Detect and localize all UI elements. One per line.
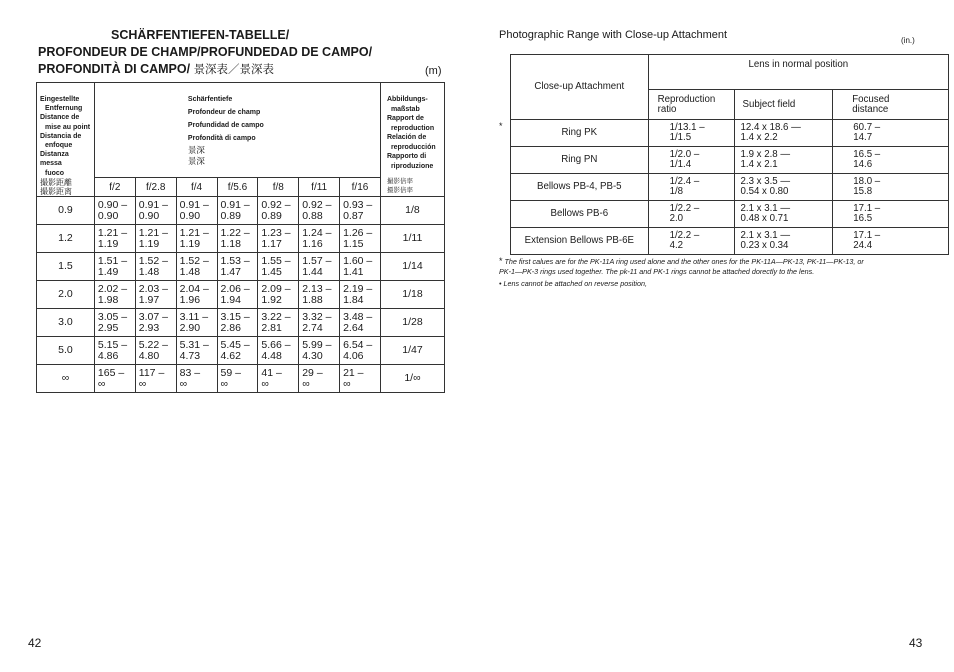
closeup-repro-line1: 1/2.4 – <box>669 176 700 187</box>
dof-far: 2.64 <box>343 321 364 334</box>
dof-near: 1.26 – <box>343 226 373 239</box>
aperture-f4: f/4 <box>176 178 217 197</box>
closeup-repro-line1: 1/2.0 – <box>669 149 700 160</box>
dof-far: 4.80 <box>138 349 160 362</box>
dof-cell <box>135 309 176 337</box>
dof-near: 0.90 – <box>97 198 128 211</box>
dof-cell <box>135 197 176 225</box>
subject-field-header: Subject field <box>734 90 833 120</box>
dof-far: 1.94 <box>220 293 241 306</box>
dof-far: 1.97 <box>138 293 160 306</box>
dof-header <box>94 83 380 178</box>
unit-label-inches: (in.) <box>901 36 915 45</box>
dof-cell <box>340 281 381 309</box>
dof-near: 59 – <box>220 366 241 379</box>
dof-near: 29 – <box>302 366 323 379</box>
distance-header <box>37 83 95 197</box>
dof-near: 0.92 – <box>302 198 332 211</box>
distance-header-line: enfoque <box>45 142 73 150</box>
dof-cell <box>299 337 340 365</box>
dof-near: 0.91 – <box>179 198 209 211</box>
closeup-focus-cell <box>833 174 949 201</box>
dof-near: 3.22 – <box>261 310 291 323</box>
distance-header-line: Entfernung <box>45 105 83 113</box>
dof-far: 1.98 <box>97 293 119 306</box>
dof-cell <box>135 365 176 393</box>
dof-near: 3.05 – <box>97 310 128 323</box>
dof-far: 0.87 <box>343 209 364 222</box>
closeup-field-line1: 2.1 x 3.1 — <box>740 230 791 241</box>
repro-ratio-cell: 1/∞ <box>380 365 444 393</box>
closeup-header-row-1 <box>511 55 949 90</box>
repro-ratio-cell: 1/14 <box>380 253 444 281</box>
closeup-field-line1: 2.3 x 3.5 — <box>740 176 791 187</box>
dof-near: 0.91 – <box>138 198 168 211</box>
dof-near: 1.60 – <box>343 254 373 267</box>
dof-near: 0.93 – <box>343 198 373 211</box>
dof-far: 0.88 <box>302 209 323 222</box>
repro-header-line: Relación de <box>386 134 427 141</box>
closeup-field-line2: 0.54 x 0.80 <box>740 186 789 197</box>
closeup-field-cell <box>734 174 833 201</box>
title-line-3-text: PROFONDITÀ DI CAMPO/ <box>38 62 194 76</box>
dof-cell <box>258 337 299 365</box>
repro-ratio-cell: 1/8 <box>380 197 444 225</box>
dof-header-line: Profondeur de champ <box>187 109 261 117</box>
focus-distance-cell: 0.9 <box>37 197 95 225</box>
attachment-name: Extension Bellows PB-6E <box>511 228 649 255</box>
dof-near: 1.52 – <box>138 254 168 267</box>
dof-near: 5.15 – <box>97 338 128 351</box>
dof-far: 1.19 <box>138 237 160 250</box>
dof-far: 4.06 <box>343 349 364 362</box>
dof-cell <box>258 309 299 337</box>
closeup-row <box>511 120 949 147</box>
dof-far: 1.49 <box>97 265 119 278</box>
closeup-focus-line2: 14.7 <box>853 132 873 143</box>
page-number-right: 43 <box>909 636 923 650</box>
dof-far: 1.48 <box>138 265 160 278</box>
focus-distance-cell: 3.0 <box>37 309 95 337</box>
dof-far: 4.30 <box>302 349 323 362</box>
dof-cell <box>258 365 299 393</box>
closeup-field-line1: 2.1 x 3.1 — <box>740 203 791 214</box>
dof-header-line: Profondità di campo <box>187 135 256 143</box>
dof-cell <box>176 309 217 337</box>
title-line-3-cjk: 景深表／景深表 <box>193 64 275 76</box>
attachment-name: Bellows PB-6 <box>511 201 649 228</box>
closeup-row <box>511 228 949 255</box>
dof-cell <box>135 225 176 253</box>
closeup-focus-line1: 17.1 – <box>853 203 881 214</box>
closeup-field-cell <box>734 228 833 255</box>
dof-far: ∞ <box>179 377 188 390</box>
repro-header-line: Rapport de <box>386 115 424 122</box>
focused-line2: distance <box>852 103 889 115</box>
closeup-repro-cell <box>648 120 734 147</box>
dof-far: 1.44 <box>302 265 323 278</box>
dof-near: 3.15 – <box>220 310 250 323</box>
closeup-repro-line2: 4.2 <box>669 240 684 251</box>
closeup-row <box>511 174 949 201</box>
attachment-header: Close-up Attachment <box>511 55 649 120</box>
dof-near: 3.07 – <box>138 310 168 323</box>
dof-cell <box>217 253 258 281</box>
dof-cell <box>94 281 135 309</box>
dof-cell <box>94 309 135 337</box>
dof-far: 1.19 <box>97 237 119 250</box>
dof-cell <box>94 253 135 281</box>
closeup-field-line1: 1.9 x 2.8 — <box>740 149 791 160</box>
closeup-focus-cell <box>833 120 949 147</box>
closeup-row <box>511 147 949 174</box>
unit-label-meters: (m) <box>425 65 442 77</box>
dof-cell <box>176 365 217 393</box>
aperture-f8: f/8 <box>258 178 299 197</box>
dof-cell <box>340 365 381 393</box>
closeup-focus-line1: 18.0 – <box>853 176 881 187</box>
dof-cell <box>258 197 299 225</box>
dof-cell <box>217 309 258 337</box>
closeup-field-line2: 1.4 x 2.1 <box>740 159 778 170</box>
dof-far: 4.48 <box>261 349 282 362</box>
footnote-line-1: The first calues are for the PK-11A ring used alone and the other ones for the PK-11A—PK-13, PK-11—PK-13, or <box>504 257 864 266</box>
aperture-f2: f/2 <box>94 178 135 197</box>
dof-near: 0.91 – <box>220 198 250 211</box>
closeup-range-table <box>510 54 949 255</box>
closeup-repro-line2: 1/1.4 <box>669 159 692 170</box>
dof-near: 5.22 – <box>138 338 168 351</box>
dof-header-line: 景深 <box>187 156 205 167</box>
dof-near: 2.02 – <box>97 282 128 295</box>
focused-distance-header <box>833 90 949 120</box>
dof-far: 1.18 <box>220 237 241 250</box>
dof-near: 5.99 – <box>302 338 332 351</box>
dof-far: 1.41 <box>343 265 364 278</box>
repro-ratio-line2: ratio <box>657 103 677 115</box>
dof-cell <box>176 225 217 253</box>
dof-near: 83 – <box>179 366 201 379</box>
closeup-repro-line1: 1/13.1 – <box>669 122 705 133</box>
focus-distance-cell: 1.5 <box>37 253 95 281</box>
title-line-3 <box>38 61 448 79</box>
closeup-repro-line2: 2.0 <box>669 213 684 224</box>
dof-far: 0.90 <box>138 209 160 222</box>
dof-far: 1.47 <box>220 265 241 278</box>
closeup-focus-line2: 14.6 <box>853 159 873 170</box>
closeup-focus-line1: 60.7 – <box>853 122 881 133</box>
closeup-repro-cell <box>648 228 734 255</box>
dof-cell <box>135 281 176 309</box>
dof-header-line: 景深 <box>187 145 205 156</box>
dof-far: 1.84 <box>343 293 364 306</box>
dof-near: 1.55 – <box>261 254 291 267</box>
dof-cell <box>217 281 258 309</box>
closeup-focus-cell <box>833 147 949 174</box>
dof-cell <box>217 365 258 393</box>
dof-cell <box>94 365 135 393</box>
dof-cell <box>176 337 217 365</box>
dof-cell <box>176 253 217 281</box>
dof-near: 1.52 – <box>179 254 209 267</box>
dof-far: 1.92 <box>261 293 282 306</box>
dof-near: 21 – <box>343 366 364 379</box>
title-line-2: PROFONDEUR DE CHAMP/PROFUNDEDAD DE CAMPO/ <box>38 45 373 59</box>
repro-header-line: 撮影倍率 <box>386 178 413 185</box>
dof-far: 2.74 <box>302 321 323 334</box>
closeup-repro-cell <box>648 201 734 228</box>
attachment-name: Ring PK <box>511 120 649 147</box>
dof-far: ∞ <box>220 377 228 390</box>
focus-distance-cell: 1.2 <box>37 225 95 253</box>
repro-header-line: Rapporto di <box>386 153 427 160</box>
dof-cell <box>94 337 135 365</box>
title-line-1: SCHÄRFENTIEFEN-TABELLE/ <box>111 28 290 42</box>
dof-far: ∞ <box>261 377 269 390</box>
dof-cell <box>176 281 217 309</box>
dof-cell <box>217 197 258 225</box>
dof-near: 3.32 – <box>302 310 332 323</box>
repro-ratio-cell: 1/11 <box>380 225 444 253</box>
dof-far: 0.89 <box>261 209 282 222</box>
repro-ratio-cell: 1/47 <box>380 337 444 365</box>
dof-cell <box>299 365 340 393</box>
closeup-focus-cell <box>833 228 949 255</box>
closeup-row <box>511 201 949 228</box>
closeup-field-line2: 0.48 x 0.71 <box>740 213 789 224</box>
repro-ratio-cell: 1/28 <box>380 309 444 337</box>
dof-cell <box>299 253 340 281</box>
dof-cell <box>340 309 381 337</box>
aperture-f5-6: f/5.6 <box>217 178 258 197</box>
dof-far: 1.16 <box>302 237 323 250</box>
dof-cell <box>340 197 381 225</box>
distance-header-line: Distancia de <box>40 132 82 140</box>
closeup-repro-line1: 1/2.2 – <box>669 230 700 241</box>
focus-distance-cell: 5.0 <box>37 337 95 365</box>
dof-far: 2.95 <box>97 321 119 334</box>
dof-row <box>37 281 445 309</box>
dof-row <box>37 337 445 365</box>
dof-far: 0.90 <box>179 209 201 222</box>
dof-far: ∞ <box>138 377 147 390</box>
dof-cell <box>258 281 299 309</box>
closeup-repro-line2: 1/1.5 <box>669 132 692 143</box>
dof-cell <box>217 337 258 365</box>
closeup-field-line2: 0.23 x 0.34 <box>740 240 789 251</box>
ring-pk-star: * <box>499 121 503 131</box>
dof-near: 2.03 – <box>138 282 168 295</box>
dof-near: 2.04 – <box>179 282 209 295</box>
closeup-focus-cell <box>833 201 949 228</box>
closeup-table-body <box>511 120 949 255</box>
dof-near: 2.06 – <box>220 282 250 295</box>
dof-near: 1.51 – <box>97 254 128 267</box>
dof-cell <box>340 253 381 281</box>
repro-header-line: Abbildungs- <box>386 96 428 103</box>
closeup-field-cell <box>734 201 833 228</box>
dof-near: 2.09 – <box>261 282 291 295</box>
dof-far: 1.45 <box>261 265 282 278</box>
aperture-f2-8: f/2.8 <box>135 178 176 197</box>
dof-far: 0.89 <box>220 209 241 222</box>
dof-near: 165 – <box>97 366 125 379</box>
dof-near: 5.31 – <box>179 338 209 351</box>
distance-header-line: Eingestellte <box>40 96 80 103</box>
dof-far: ∞ <box>97 377 106 390</box>
distance-header-line: 撮影距離 <box>40 177 72 187</box>
repro-header-line: riproduzione <box>390 162 434 170</box>
dof-far: 2.81 <box>261 321 282 334</box>
dof-near: 3.48 – <box>343 310 373 323</box>
closeup-title: Photographic Range with Close-up Attachment <box>499 29 728 41</box>
dof-cell <box>299 225 340 253</box>
dof-near: 1.24 – <box>302 226 332 239</box>
attachment-name: Ring PN <box>511 147 649 174</box>
dof-row <box>37 197 445 225</box>
lens-normal-header: Lens in normal position <box>648 55 948 90</box>
footnote-mark: * <box>499 256 503 266</box>
dof-far: 0.90 <box>97 209 119 222</box>
distance-header-line: 撮影距离 <box>40 187 72 197</box>
dof-row <box>37 253 445 281</box>
dof-near: 5.66 – <box>261 338 291 351</box>
dof-row <box>37 309 445 337</box>
dof-near: 6.54 – <box>343 338 373 351</box>
dof-far: 4.73 <box>179 349 201 362</box>
distance-header-line: Distance de <box>40 114 80 122</box>
dof-cell <box>135 337 176 365</box>
repro-header-line: maßstab <box>390 105 420 113</box>
closeup-repro-line2: 1/8 <box>669 186 684 197</box>
closeup-repro-cell <box>648 147 734 174</box>
dof-far: 2.93 <box>138 321 160 334</box>
header-row <box>37 83 445 178</box>
dof-far: 4.62 <box>220 349 241 362</box>
closeup-focus-line1: 17.1 – <box>853 230 881 241</box>
dof-far: 1.96 <box>179 293 201 306</box>
repro-header <box>380 83 444 197</box>
dof-cell <box>94 197 135 225</box>
dof-far: 1.88 <box>302 293 323 306</box>
focus-distance-cell: ∞ <box>37 365 95 393</box>
dof-cell <box>258 225 299 253</box>
closeup-focus-line2: 15.8 <box>853 186 873 197</box>
repro-ratio-cell: 1/18 <box>380 281 444 309</box>
dof-far: 4.86 <box>97 349 119 362</box>
closeup-field-line2: 1.4 x 2.2 <box>740 132 778 143</box>
focus-distance-cell: 2.0 <box>37 281 95 309</box>
dof-near: 1.23 – <box>261 226 291 239</box>
closeup-repro-line1: 1/2.2 – <box>669 203 700 214</box>
dof-near: 5.45 – <box>220 338 250 351</box>
dof-near: 41 – <box>261 366 282 379</box>
dof-near: 0.92 – <box>261 198 291 211</box>
focused-line1: Focused <box>852 93 890 105</box>
repro-ratio-line1: Reproduction <box>657 93 716 105</box>
dof-cell <box>94 225 135 253</box>
dof-far: 1.19 <box>179 237 201 250</box>
distance-header-line: mise au point <box>45 123 91 131</box>
footnote-star <box>499 257 919 276</box>
distance-header-line: Distanza messa <box>40 151 69 168</box>
dof-cell <box>299 281 340 309</box>
dof-far: 1.17 <box>261 237 282 250</box>
dof-cell <box>176 197 217 225</box>
closeup-field-line1: 12.4 x 18.6 — <box>740 122 801 133</box>
page-title <box>38 27 448 79</box>
dof-cell <box>340 337 381 365</box>
dof-cell <box>299 309 340 337</box>
closeup-focus-line2: 24.4 <box>853 240 873 251</box>
dof-table-body <box>37 197 445 393</box>
dof-cell <box>299 197 340 225</box>
dof-near: 2.13 – <box>302 282 332 295</box>
dof-cell <box>135 253 176 281</box>
dof-header-line: Schärfentiefe <box>187 96 233 104</box>
depth-of-field-table <box>36 82 445 393</box>
repro-ratio-header <box>648 90 734 120</box>
dof-far: 1.15 <box>343 237 364 250</box>
dof-row <box>37 365 445 393</box>
footnote-line-2: PK-1—PK-3 rings used together. The pk-11 and PK-1 rings cannot be attached dorectly to the lens. <box>499 266 815 276</box>
dof-far: 1.48 <box>179 265 201 278</box>
dof-cell <box>217 225 258 253</box>
dof-near: 3.11 – <box>179 310 209 323</box>
dof-far: ∞ <box>302 377 310 390</box>
dof-far: ∞ <box>343 377 351 390</box>
aperture-f11: f/11 <box>299 178 340 197</box>
closeup-field-cell <box>734 147 833 174</box>
closeup-focus-line1: 16.5 – <box>853 149 881 160</box>
repro-header-line: 摄影倍率 <box>386 187 413 194</box>
dof-near: 1.21 – <box>138 226 168 239</box>
dof-far: 2.90 <box>179 321 201 334</box>
page-number-left: 42 <box>28 636 42 650</box>
dof-near: 117 – <box>138 366 165 379</box>
dof-near: 2.19 – <box>343 282 373 295</box>
closeup-field-cell <box>734 120 833 147</box>
dof-near: 1.21 – <box>179 226 209 239</box>
aperture-f16: f/16 <box>340 178 381 197</box>
attachment-name: Bellows PB-4, PB-5 <box>511 174 649 201</box>
dof-far: 2.86 <box>220 321 241 334</box>
dof-row <box>37 225 445 253</box>
dof-near: 1.57 – <box>302 254 332 267</box>
dof-near: 1.22 – <box>220 226 250 239</box>
repro-header-line: reproducción <box>390 143 436 151</box>
closeup-repro-cell <box>648 174 734 201</box>
dof-header-line: Profundidad de campo <box>187 122 264 130</box>
dof-near: 1.21 – <box>97 226 128 239</box>
closeup-focus-line2: 16.5 <box>853 213 873 224</box>
dof-cell <box>340 225 381 253</box>
dof-near: 1.53 – <box>220 254 250 267</box>
footnote-bullet: • Lens cannot be attached on reverse position, <box>499 279 647 288</box>
dof-cell <box>258 253 299 281</box>
repro-header-line: reproduction <box>390 124 435 132</box>
distance-header-line: fuoco <box>45 169 65 177</box>
